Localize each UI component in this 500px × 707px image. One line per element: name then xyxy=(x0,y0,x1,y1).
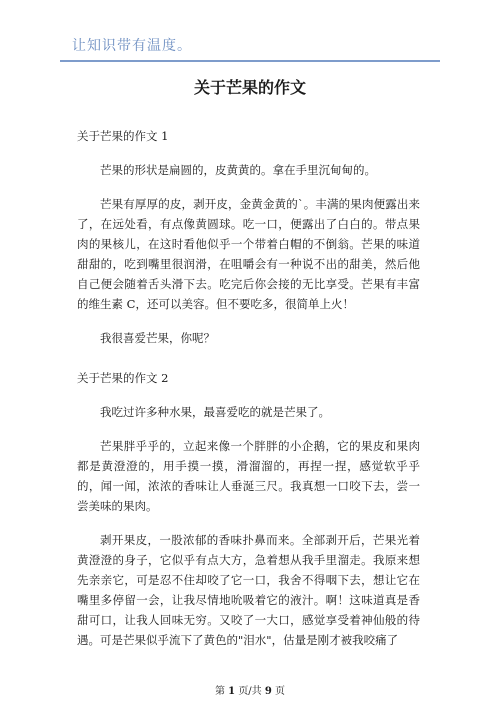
paragraph: 芒果有厚厚的皮，剥开皮，金黄金黄的`。丰满的果肉便露出来了，在远处看，有点像黄圆球。吃一口，便露出了白白的。带点果肉的果核儿，在这时看他似乎一个带着白帽的不倒翁。芒果的味道甜甜的，吃到嘴里很润滑，在咀嚼会有一种说不出的甜美，然后他自己便会随着舌头滑下去。吃完后你会接的无比享受。芒果有丰富的维生素 C，还可以美容。但不要吃多，很简单上火！ xyxy=(77,197,420,311)
document-body xyxy=(77,120,420,650)
header-divider xyxy=(60,60,440,62)
paragraph: 剥开果皮，一股浓郁的香味扑鼻而来。全部剥开后，芒果光着黄澄澄的身子，它似乎有点大方，急着想从我手里溜走。我原来想先亲亲它，可是忍不住却咬了它一口，我舍不得咽下去，想让它在嘴里多停留一会，让我尽情地吮吸着它的液汁。啊！这味道真是香甜可口，让我人回味无穷。又咬了一大口，感觉享受着神仙般的待遇。可是芒果似乎流下了黄色的"泪水"，估量是刚才被我咬痛了 xyxy=(77,533,420,647)
footer-suffix: 页 xyxy=(275,686,286,697)
paragraph: 芒果胖乎乎的，立起来像一个胖胖的小企鹅，它的果皮和果肉都是黄澄澄的，用手摸一摸，滑溜溜的，再捏一捏，感觉软乎乎的，闻一闻，浓浓的香味让人垂涎三尺。我真想一口咬下去，尝一尝美味的果肉。 xyxy=(77,439,420,513)
current-page-number: 1 xyxy=(228,686,236,697)
document-title: 关于芒果的作文 xyxy=(193,78,306,97)
paragraph: 芒果的形状是扁圆的，皮黄黄的。拿在手里沉甸甸的。 xyxy=(100,163,376,177)
section-heading: 关于芒果的作文 2 xyxy=(77,371,169,385)
section-heading: 关于芒果的作文 1 xyxy=(77,129,169,143)
page-footer xyxy=(0,682,500,697)
footer-middle: 页/共 xyxy=(238,686,262,697)
paragraph: 我吃过许多种水果，最喜爱吃的就是芒果了。 xyxy=(100,405,330,419)
page-header xyxy=(0,0,500,64)
header-slogan: 让知识带有温度。 xyxy=(72,38,192,54)
total-page-number: 9 xyxy=(264,686,272,697)
paragraph: 我很喜爱芒果，你呢？ xyxy=(100,331,215,345)
footer-prefix: 第 xyxy=(214,686,225,697)
